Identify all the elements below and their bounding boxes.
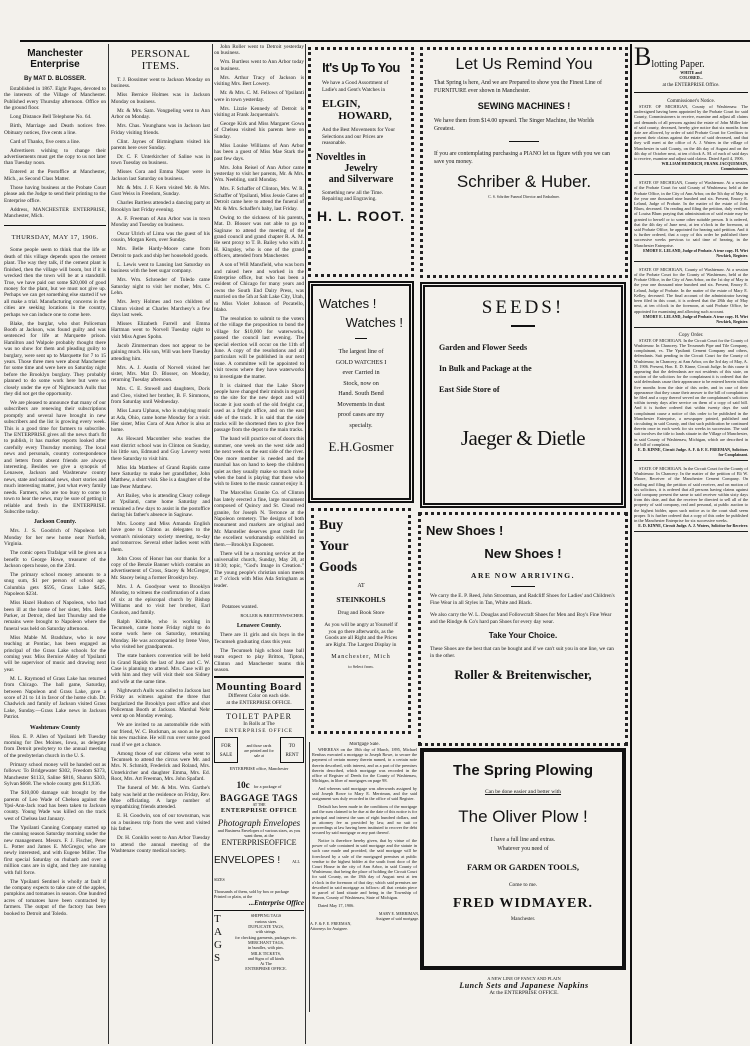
news-item: A son of Will Mansfield, who was born and raised here and worked in the Enterprise office, but who has been a resident of Chicago for many years and owns the South End Dairy Press, was married on the 5th at Salt Lake City, Utah, to Miss Violet Johnson of Pocatello, Idaho. [214, 262, 304, 313]
editor-line: By MAT D. BLOSSER. [24, 76, 86, 82]
personal-item: Mrs. Loomy and Miss Amanda English have gone to Clinton as delegates to the woman's missionary society meeting, to-day and tomorrow. Several other ladies went with them. [111, 521, 210, 553]
card-text: TO [288, 744, 296, 750]
tags-line: with strings. [255, 929, 277, 935]
notice-paragraph: Notice is therefore hereby given, that by virtue of the power of sale contained in said mortgage and the statute in such case made and provided, the said mortgage will be foreclosed by a sale of the mortgaged premises at public vendue to the highest bidder at the south front door of the Court House in the city of Ann Arbor, in said County of Washtenaw, that being the place of holding the Circuit Court for said County, on the 18th day of August next at ten o'clock in the forenoon of that day; which said premises are described in said mortgage as follows: all that certain piece or parcel of land situate and being in the Township of Sharon, County of Washtenaw, State of Michigan. [312, 838, 417, 901]
notice-body: STATE OF MICHIGAN. In the Circuit Court for the County of Washtenaw. In Chancery. In the matter of the petition of Eli W. Moore, Receiver of the Manchester Cement Company. On reading and filing the petition of said receiver, and on motion of his solicitors, it is ordered that all persons having claims against said company present the same to said receiver within sixty days from this date, and that the receiver be directed to sell all of the property of said company, real and personal, at public auction to the highest bidder, upon such notice as to the court shall seem proper. It is further ordered that a copy of this order be published in the Manchester Enterprise for six successive weeks. [634, 465, 748, 523]
cards-footer: ENTERPRISE office, Manchester [229, 766, 289, 772]
for-sale-card [214, 737, 238, 763]
ad-line: That Spring is here, And we are Prepared to show you the Finest Line of FURNITURE ever shown in Manchester. [434, 80, 602, 94]
ad-title: Let Us Remind You [455, 56, 593, 73]
card-text: SALE [219, 753, 233, 759]
ad-line: Can be done easier and better with [484, 789, 562, 795]
personal-item: T. J. Bossimer went to Jackson Monday on business. [111, 77, 210, 90]
ad-line: Drug and Book Store [337, 610, 385, 616]
signature-role: Assignee of said mortgage. [375, 915, 419, 921]
news-item: Wm. Burtless went to Ann Arbor today on business. [214, 59, 304, 72]
personal-item: Mrs. Belle Hardy-Moore came from Detroit to pack and ship her household goods. [111, 246, 210, 259]
tags-line: DUPLICATE TAGS, [248, 924, 284, 930]
ad-line: In Rolls at The [243, 721, 275, 728]
tags-line: in bundles, with pins. [248, 945, 284, 951]
ad-line: and Business Envelopes of various sizes, as you want them, at the [217, 828, 301, 839]
ad-line: These Shoes are the best that can be bought and if we can't suit you in one line, we can in the other. [430, 646, 614, 659]
ad-line: proof cases are my [337, 411, 385, 418]
personal-item: L. Lewis went to Lansing last Saturday on business with the beet sugar company. [111, 261, 210, 275]
roller-breitenwischer-ad [418, 512, 628, 746]
ad-line: Whatever you need of [497, 846, 549, 852]
text-list [111, 77, 210, 854]
attorney-role: Attorneys for Assignee. [310, 925, 348, 931]
ad-line: We carry the E. P. Reed, John Strootman, and Radcliff Shoes for Ladies' and Children's Fine Wear in all Styles in Tan, White and Black. [430, 593, 615, 606]
news-item: Mrs. J. S. Goodrich of Napoleon left Monday for her new home near Norfolk, Virginia. [4, 528, 106, 548]
cards-note: and those cards are printed and for sale at [244, 742, 274, 758]
ad-line: ever Carried in [342, 369, 380, 376]
text-list [4, 86, 106, 219]
text-list [228, 913, 304, 971]
ad-line: A NEW LINE OF FANCY AND PLAIN [487, 976, 561, 981]
personal-item: Mrs. Jerry Holmes and two children of Clinton visited at Charles Marchesy's a few days last week. [111, 299, 210, 318]
notice-signature: E. D. KINNE, Circuit Judge. A. F. & F. E. FREEMAN, Solicitors for Complainant. [637, 446, 748, 457]
ad-line: ...Enterprise Office [248, 899, 304, 908]
personal-item: Mrs. C. E. Stowell and daughters, Doris and Cleo, visited her brother, B. F. Simmons, from Saturday until Wednesday. [111, 386, 210, 406]
divider [511, 586, 535, 587]
news-item: There will be a morning service at the universalist church, Sunday, May 20, at 10:30; topic, "God's Image in Creation." The young people's christian union meets at 7 o'clock with Miss Ada Stringham as leader. [214, 550, 304, 589]
personal-item: Misses Cora and Emma Naper were in Jackson last Saturday on business. [111, 169, 210, 182]
personal-item: Nightwatch Aulls was called to Jackson last Friday as witness against the three that burglarized the Brooklyn post office and shot Policeman Booth at Jackson. Marshal Nehr went up on Monday evening. [111, 687, 210, 720]
ad-line: to Select from. [348, 664, 374, 669]
ad-title: It's Up To You [322, 60, 400, 75]
signature: MARY E. MERRIMAN, [378, 910, 419, 916]
ad-line: COLORED... [679, 75, 703, 80]
ad-line: AT [357, 583, 365, 589]
ad-title: TOILET PAPER [226, 712, 292, 722]
notice-paragraph: WHEREAS on the 18th day of March, 1895, Michael Renfuss executed a mortgage to Joseph Rowe, to secure the payment of certain money therein named, to a certain note therein described, with interest, and as a part of the premises therein described, which mortgage was recorded in the office of Register of Deeds for the County of Washtenaw, Michigan, in liber of mortgages on page 98. [312, 747, 417, 784]
envelopes-ad [214, 850, 304, 907]
text-list [214, 44, 304, 604]
ad-title: Photograph Envelopes [217, 818, 301, 829]
tags-letter: S [214, 952, 221, 965]
schriber-huber-ad [420, 47, 628, 278]
column-divider [212, 44, 213, 1044]
notice-body: STATE OF MICHIGAN. In the Circuit Court for the County of Washtenaw. In Chancery. The Tecumseh Pipe and Tile Company, complainant, vs. The Ypsilanti Cement Company and others, defendants. Suit pending in the Circuit Court for the County of Washtenaw, in Chancery, at Ann Arbor, on the 3rd day of May, A. D. 1906. Present, Hon. E. D. Kinne, Circuit Judge. In this cause it appearing that the defendants are not residents of this state, on motion of the solicitors for the complainant it is ordered that the said defendants cause their appearance to be entered herein within five months from the date of this order, and in case of their appearance that they cause their answer to the bill of complaint to be filed and a copy thereof served on the complainant's solicitors within twenty days after service on them of a copy of said bill. And it is further ordered that within twenty days the said complainant cause a notice of this order to be published in the Manchester Enterprise, a newspaper printed, published and circulating in said County, and that such publication be continued therein once in each week for six weeks in succession. The said suit involves the title to lands situate in the Village of Manchester, in said County of Washtenaw, Michigan, which are described in the bill of complaint. [634, 337, 748, 447]
news-item: M. L. Raymond of Grass Lake has returned from Chicago. The ball game, Saturday, between Napoleon and Grass Lake, gave a score of 21 to 14 in favor of the home club. Dr. Chadwick and family of Jackson visited Grass Lake, Sunday.—Grass Lake news in Jackson Patriot. [4, 675, 106, 721]
ad-line: at the ENTERPRISE OFFICE. [226, 699, 292, 706]
news-item: It is claimed that the Lake Shore people have changed their minds in regard to the site for the new depot and will locate it just south of the old freight car, used as a freight office, and on the east side of the track. It is said that the side tracks will be shortened then to give free passage from the depot to the main tracks. [214, 382, 304, 434]
personal-item: Mrs. J. A. Goodyear went to Brooklyn Monday, to witness the confirmation of a class of six at the episcopal church by Bishop Williams and to visit her brother, Earl Coulson, and family. [111, 583, 210, 616]
column-divider [305, 44, 306, 1044]
ad-line: At the ENTERPRISE OFFICE. [489, 990, 559, 996]
masthead-note: Established in 1867. Eight Pages, devoted to the interests of the Village of Manchester. Published every Thursday afternoon. Office on the ground floor. [4, 86, 106, 112]
tags-line: ENTERPRISE OFFICE. [245, 966, 287, 972]
personal-item: Dr. C. F. Unterkircher of Saline was in town Tuesday on business. [111, 154, 210, 167]
ad-line: WHITE and [680, 70, 702, 75]
tags-letter: A [214, 926, 222, 939]
issue-date: THURSDAY, MAY 17, 1906. [11, 234, 99, 242]
news-item: Miss Hazel Hudson of Napoleon, who had been ill at the home of her sister, Mrs. Belle Parker, at Detroit, died last Thursday and the remains were brought to Napoleon where the funeral was held on Saturday afternoon. [4, 600, 106, 632]
ad-title: lotting Paper. [651, 59, 705, 70]
ad-line: Garden and Flower Seeds [439, 343, 528, 352]
ad-line: at the ENTERPRISE Office. [662, 83, 720, 88]
ad-line: Printed or plain, at the [214, 894, 253, 900]
ad-subtitle: Take Your Choice. [488, 631, 558, 640]
notice-heading: Commissioner's Notice. [667, 99, 715, 104]
ad-line: And the Best Movements for Your Selections and our Prices are reasonable. [322, 127, 395, 146]
text-list [4, 528, 106, 720]
text-list [4, 734, 106, 917]
notice-paragraph: And whereas said mortgage was afterwards assigned by said Joseph Rowe to Mary E. Merriman, and the said assignment was duly recorded in the office of said Register. [312, 786, 417, 802]
section-heading-jackson: Jackson County. [33, 519, 77, 526]
masthead-note: Entered at the Postoffice at Manchester, Mich., as Second Class Matter. [4, 169, 106, 182]
personal-item: The funeral of Mr. & Mrs. Wm. Garthe's baby was held at the residence on Friday, Rev. Moe officiating. A large number of sympathizing friends attended. [111, 785, 210, 811]
attorney: A. F. & F. E. FREEMAN, [310, 920, 352, 926]
masthead-note: Card of Thanks, five cents a line. [10, 138, 81, 145]
personal-item: Mr. & Mrs. Sam. Vongpeling went to Ann Arbor on Monday. [111, 107, 210, 121]
advertiser-name: FRED WIDMAYER. [452, 896, 593, 911]
column-3 [214, 44, 304, 1046]
advertiser-name: Jaeger & Dietle [460, 426, 586, 450]
notice-body: STATE OF MICHIGAN, County of Washtenaw. At a session of the Probate Court for the County of Washtenaw, held at the Probate Office, in the City of Ann Arbor, on the 1st day of May in the year one thousand nine hundred and six. Present, Emory E. Leland, Judge of Probate. In the matter of the estate of Mary E. Kelley, deceased. The final account of the administrator having been filed in this court, it is ordered that the 28th day of May next, at ten o'clock in the forenoon, at said Probate Office, be appointed for examining and allowing such account. [634, 266, 748, 314]
advertiser-name: Schriber & Huber. [456, 172, 592, 191]
news-item: The primary school money amounts to a snug sum, $1 per person of school age. Columbia gets $595, Grass Lake $425, Napoleon $234. [4, 571, 106, 598]
news-item: The Marcellus Granite Co. of Clinton has lately erected a fine, large monument composed of Quincy and St. Cloud red granite, for Joseph N. Terronce at the Napoleon cemetery. The designs of both monument and markers are original and Mr. Marsteller deserves great credit for the excellent workmanship exhibited on them.—Brooklyn Exponent. [214, 490, 304, 548]
divider [355, 338, 367, 339]
notice-signature: E. D. KINNE, Circuit Judge. A. J. Waters, Solicitor for Receiver. [638, 523, 748, 529]
legal-notice [634, 464, 748, 532]
ad-line: Come to me. [508, 882, 538, 888]
ad-line: Jewelry [344, 162, 378, 174]
news-item: Mrs. Lizzie Kennedy of Detroit is visiting at Frank Jacquemain's. [214, 105, 304, 119]
tags-line: and Signs of all kinds [247, 955, 285, 961]
ad-title: ENVELOPES ! [214, 855, 281, 867]
notice-heading: Copy Order. [678, 332, 704, 338]
tags-line: At The [260, 961, 272, 967]
ad-title: Your [319, 539, 349, 554]
editorial-paragraph: Some people seem to think that the life or death of this village depends upon the cement plant. The way they talk, if the cement plant is finished, then the village will boom, but if it is wrecked then the town will be at a standstill. True, we have paid out some $20,000 of good money for the plant, but we must not give up. Perhaps we can get something else started if we all make a trial. Manufacturing concerns in the cities are seeking locations in the country, perhaps we can induce one to come here. [4, 247, 106, 318]
legal-notices [634, 97, 748, 532]
column-divider [630, 44, 632, 1044]
personal-item: Mrs. A. J. Austin of Norvell visited her sister, Mrs. Mat D. Blosser, on Monday, returning Tuesday afternoon. [111, 364, 210, 384]
news-item: George Kirk and Miss Margaret Gowa of Chelsea visited his parents here on Sunday. [214, 121, 304, 140]
notice-paragraph: Default has been made in the conditions of the mortgage and the sum claimed to be due at the date of this notice is for principal and interest the sum of eight hundred dollars, and an attorney fee as provided by law, and no suit or proceedings at law having been instituted to recover the debt secured by said mortgage or any part thereof. [312, 804, 417, 836]
masthead-rule [20, 40, 750, 42]
news-item: The Tecumseh high school base ball team expect to play Britton, Tipton, Clinton and Manchester teams this season. [214, 647, 304, 674]
card-text: RENT [285, 753, 299, 759]
masthead-note: Advertisers wishing to change their advertisements must get the copy to us not later than Tuesday noon. [4, 147, 106, 167]
ad-line: ENTERPRISEOFFICE [221, 838, 297, 848]
photo-envelopes-ad [214, 818, 304, 847]
text-list [4, 247, 106, 515]
notice-signature: EMORY E. LELAND, Judge of Probate. A true copy. H. Wirt Newkirk, Register. [643, 247, 748, 258]
advertiser-name: E.H.Gosmer [328, 439, 394, 454]
text-list [310, 747, 419, 908]
ad-line: Noveltles in [316, 151, 366, 163]
notice-signature: EMORY E. LELAND, Judge of Probate. A true copy. H. Wirt Newkirk, Register. [643, 313, 748, 324]
notice-body: STATE OF MICHIGAN, County of Washtenaw. At a session of the Probate Court for said County of Washtenaw, held at the Probate Office, in the City of Ann Arbor, on the 5th day of May in the year one thousand nine hundred and six. Present, Emory E. Leland, Judge of Probate. In the matter of the estate of John Blum, deceased. On reading and filing the petition, duly verified, of Louisa Blum praying that administration of said estate may be granted to herself or to some other suitable person. It is ordered, that the 4th day of June next, at ten o'clock in the forenoon, at said Probate Office, be appointed for hearing said petition. And it is further ordered, that a copy of this order be published three successive weeks previous to said time of hearing, in the Manchester Enterprise. [634, 180, 748, 248]
blotting-paper-ad [634, 44, 748, 70]
brand-elgin: ELGIN, [322, 98, 361, 110]
steinkohls-ad [311, 508, 411, 734]
ad-line: Manchester. [510, 917, 536, 922]
brand-howard: HOWARD, [338, 110, 392, 122]
masthead [4, 48, 106, 241]
ad-line: The largest line of [338, 348, 384, 355]
personal-item: Oscar Ulrich of Lima was the guest of his cousin, Morgan Kern, over Sunday. [111, 231, 210, 244]
ad-line: Different Color on each side. [228, 693, 290, 700]
ad-line: I have a full line and extras. [490, 837, 556, 843]
news-item: The Ypsilanti Sentinel is wholly at fault if the company expects to take care of the apples, pumpkins and tomatoes in season. One hundred acres of tomatoes have been contracted by farmers. The output of the factory has been booked to Detroit and Toledo. [4, 878, 106, 917]
advertiser-name: STEINKOHLS [336, 595, 386, 604]
news-item: The band will practice out of doors this summer, one week on the west side and the next week on the east side of the river. One more member is needed and the marshal has on hand to keep the children quiet as they usually make so much noise when the band is playing that those who wish to listen to the music cannot enjoy it. [214, 436, 304, 488]
news-item: Primary school money will be handed out as follows: To Bridgewater $302, Freedom $373, Manchester $1133, Saline $816, Sharon $303, Sylvan $668. The whole county gets $11,936. [4, 761, 106, 788]
ad-line: ENTERPRISE OFFICE [224, 727, 294, 734]
shipping-tags-ad [214, 910, 304, 971]
ad-title: New Shoes ! [484, 546, 562, 561]
ad-title: Watches ! [345, 315, 403, 330]
ad-line: Thousands of them, sold by box or package [214, 889, 289, 895]
tags-line: MERCHANT TAGS, [247, 939, 285, 945]
ad-title: BAGGAGE TAGS [220, 793, 298, 804]
ad-line: If you are contemplating purchasing a PIANO let us figure with you we can save you money. [434, 151, 610, 165]
personal-item: Clint. Jaynes of Birmingham visited his parents here over Sunday. [111, 138, 210, 152]
ad-line: We also carry the W. L. Douglas and Followcraft Shoes for Men and Boy's Fine Wear and the Rindge & Co's hard pan Shoes for every day wear. [430, 612, 612, 625]
personal-item: A. F. Freeman of Ann Arbor was in town Monday and Tuesday on business. [111, 215, 210, 229]
ad-line: and Silverware [328, 173, 394, 185]
news-item: Mrs. John Reisel of Ann Arbor came yesterday to visit her parents, Mr. & Mrs. Wm. Neebling, until Monday. [214, 164, 304, 184]
ad-title: Lunch Sets and Japanese Napkins [459, 981, 589, 990]
tags-line: SHIPPING TAGS [250, 913, 282, 919]
tags-letter: G [214, 939, 222, 952]
personal-item: Mr. & Mrs. J. F. Kern visited Mr. & Mrs. Gust Weiss in Freedom, Sunday. [111, 184, 210, 198]
ad-title: The Spring Plowing [453, 762, 593, 779]
ad-footer: C. S. Schriber Funeral Director and Embalmer. [488, 195, 560, 199]
divider [634, 92, 748, 93]
ad-title: SEEDS! [481, 297, 565, 318]
section-heading-washtenaw: Washtenaw County [29, 724, 81, 731]
advertiser-name: H. L. ROOT. [317, 207, 405, 224]
column-divider [108, 44, 109, 1044]
ad-line: ALL SIZES [214, 859, 300, 883]
column-2 [111, 44, 210, 1046]
drop-letter: B [634, 44, 652, 71]
newspaper-title: Manchester Enterprise [27, 48, 83, 70]
personal-item: Among those of our citizens who went to Tecumseh to attend the circus were Mr. and Mrs. N. Schmidt, Frederick and Roland, Mrs. Unterkircher and daughter Emma, Mrs. Ed. Root, Mrs. Art Freeman, Mrs. John Spafard. [111, 750, 210, 783]
news-item: The Ypsilanti Canning Company started up the canning season Saturday morning under the new management. Messrs. F. J. Fischer, Peter L. Potter and James E. McGregor, who are newly interested, and with Eugene Miller. The first special Saturday on rhubarb and over a million cans are in sight, and they are running with full force. [4, 824, 106, 876]
ad-line: ENTERPRISE OFFICE [220, 807, 298, 815]
personal-item: Ralph Kimble, who is working in Tecumseh, came home Friday night to do some work here on Saturday, returning Monday. He was accompanied by Irene Vose, who visited her grandparents. [111, 618, 210, 651]
news-item: The $10,000 damage suit brought by the parents of Leo Wade of Chelsea against the Ypsi-Ann-Jack road has been taken to Jackson county. Young Wade was killed on the track west of Chelsea last January. [4, 790, 106, 822]
personal-item: Miss Ida Matthew of Grand Rapids came here Saturday to make her grandfather, John Matthew, a short visit. She is a daughter of the late Peter Matthew. [111, 464, 210, 490]
to-rent-card [280, 737, 304, 763]
personal-item: As Howard Macomber who teaches the east district school was in Clinton on Sunday, his little son, Edmund and Guy Lowery went there Saturday to visit him. [111, 436, 210, 462]
fred-widmayer-ad [420, 748, 626, 970]
column-6-legal-notices [634, 44, 748, 1044]
personal-item: Art Bailey, who is attending Cleary college at Ypsilanti, came home Saturday and remained a few days to assist in the postoffice during his father's absence in Saginaw. [111, 492, 210, 519]
ad-subtitle: ARE NOW ARRIVING. [471, 571, 575, 580]
news-item: John Roller went to Detroit yesterday on business. [214, 44, 304, 57]
news-item: Miss Mable M. Bradshaw, who is now teaching at Pontiac, has been engaged as principal of the Grass Lake schools for the coming year. Miss Bernice Aldey of Ypsilanti will be supervisor of music and drawing next year. [4, 634, 106, 673]
ad-line: East Side Store of [439, 385, 500, 394]
personal-item: The state bankers convention will be held in Grand Rapids the last of June and C. W. Case is planning to attend. Mrs. Case will go with him and they will visit their son Sidney and wife at the same time. [111, 653, 210, 685]
potatoes-notice: Potatoes wanted. [222, 604, 258, 610]
ad-line: Movements in dust [337, 400, 385, 408]
jaeger-dietle-ad [420, 282, 626, 508]
news-item: There are 11 girls and six boys in the Tecumseh graduating class this year. [214, 632, 304, 645]
masthead-note: Address, MANCHESTER ENTERPRISE, Manchester, Mich. [4, 206, 106, 220]
notice-body: STATE OF MICHIGAN, County of Washtenaw. The undersigned having been appointed by the Probate Court for said County, Commissioners to receive, examine and adjust all claims and demands of all persons against the estate of John Miller late of said county, deceased, hereby give notice that six months from date are allowed, by order of said Probate Court for Creditors to present their claims against the estate of said deceased, and that they will meet at the office of A. J. Waters in the village of Manchester in said County, on the 4th day of August and on the 4th day of October next, at ten o'clock A. M. of each of said days to receive, examine and adjust said claims. Dated April 4, 1906. [634, 104, 748, 162]
text-list [319, 347, 403, 431]
toilet-paper-ad [214, 709, 304, 734]
notice-heading: Mortgage Sale. [349, 742, 380, 747]
personal-item: Jacob Zimmerman does not appear to be gaining much. His son, Will was here Tuesday attending him. [111, 342, 210, 362]
ad-line: As you will be angry at Yourself if you go there afterwards, as the Goods are all Right and the Prices are Right. The Largest Display in [324, 622, 398, 648]
news-item: Hon. E. P. Allen of Ypsilanti left Tuesday morning for Des Moines, Iowa, as delegate from Detroit presbytery to the annual meeting of the presbyterian church in the U. S. [4, 733, 106, 759]
personal-items-heading: PERSONAL ITEMS. [130, 48, 191, 72]
news-item: Mrs. Arthur Tracy of Jackson is visiting Mrs. Bert Lowery. [214, 74, 304, 88]
column-1 [4, 44, 106, 1046]
news-item: Mr. & Mrs. C. M. Fellows of Ypsilanti were in town yesterday. [214, 90, 304, 103]
divider [509, 141, 539, 142]
ad-line: We have them from $14.00 upward. The Singer Machine, the Worlds Greatest. [434, 118, 594, 132]
ad-line: AT THE [252, 803, 266, 808]
news-item: Owing to the sickness of his parents, Mat. D. Blosser was not able to go to Saginaw to attend the meeting of the grand council and grand chapter R. A. M. He sent proxy to T. B. Bailey who with J. H. Kingsley, who is one of the grand officers, attended from Manchester. [214, 214, 304, 260]
tags-line: MILK TICKETS, [251, 950, 281, 956]
personal-item: E. H. Goodwin, son of our townsman, was on a business trip from the west and visited his father. [111, 813, 210, 833]
napkins-ad [420, 976, 628, 1010]
ad-line: for a package of [253, 784, 282, 790]
ad-title: Watches ! [319, 296, 377, 311]
personal-item: Dr. H. Conklin went to Ann Arbor Tuesday to attend the annual meeting of the Washtenaw county medical society. [111, 835, 210, 855]
personal-item: John Cross of Honor has our thanks for a copy of the Benzie Banner which contains an advertisement of Cross, Stacey & McGregor, Mr. Stacey being a former Brooklyn boy. [111, 555, 210, 581]
notice-paragraph: Dated May 17, 1906. [318, 903, 355, 909]
tags-line: for checking garments, packages etc. [235, 934, 297, 940]
ad-line: In Bulk and Package at the [439, 364, 532, 373]
h-l-root-ad [308, 47, 414, 277]
section-heading-lenawee: Lenawee County. [236, 623, 282, 630]
news-item: Mrs. F. Schaffer of Clinton, Mrs. W. R. Schaffer of Ypsilanti, Miss Jessie Gates of Detroit came here to attend the funeral of Mr. & Mrs. Schaffer's baby, last Friday. [214, 186, 304, 212]
personal-item: Misses Elizabeth Farrell and Emma Hartman went to Norvell Tuesday night to visit Miss Agnes Spohn. [111, 320, 210, 340]
legal-notice [634, 331, 748, 461]
mounting-board-ad [214, 676, 304, 706]
ad-line: FARM OR GARDEN TOOLS, [467, 862, 579, 872]
mortgage-sale-notice [309, 742, 419, 1012]
potatoes-signature: ROLLER & BREITENWISCHER. [240, 613, 304, 618]
text-list [214, 632, 304, 673]
ad-line: Stock, now on [343, 379, 379, 387]
sale-rent-cards [214, 737, 304, 763]
ad-line: Something new all the Time. Repairing and Engraving. [322, 189, 384, 202]
masthead-note: Birth, Marriage and Death notices free. Obituary notices, five cents a line. [4, 123, 106, 136]
editorial-paragraph: Blake, the burglar, who shot Policeman Booth at Jackson, was found guilty and was sentenced for life at Marquette prison. Hamilton and Walpole probably thought there was no show for them and pleading guilty to burglary, were sent up to Marquette for 7 to 15 years. Those three men were about Manchester for some time and were here on Saturday night before the Brooklyn burglary. They probably planned to do some work here but were so closely under the eye of Nightwatch Aulls that they did not get the opportunity. [4, 320, 106, 397]
legal-notice [634, 265, 748, 328]
ad-line: GOLD WATCHES I [335, 358, 387, 366]
advertiser-name: Roller & Breitenwischer, [454, 667, 592, 682]
personal-item: We are invited to an automobile ride with our friend, W. C. Buckman, as soon as he gets his new machine. He will run over some good road if we get a chance. [111, 722, 210, 748]
ad-line: Manchester, Mich [331, 654, 391, 660]
legal-notice [634, 97, 748, 175]
divider [511, 325, 535, 327]
ad-title: New Shoes ! [426, 523, 504, 538]
news-item: The resolution to submit to the voters of the village the proposition to bond the village for $10,000 for waterworks, passed the council last evening. The special election will occur on the 11th of June. A copy of the resolutions and all particulars will be published in our next issue. A committee will be appointed to visit towns where they have waterworks to investigate the matter. [214, 315, 304, 380]
card-text: FOR [221, 744, 231, 750]
tags-line: various sizes. [254, 918, 278, 924]
editorial-paragraph: We are pleased to announce that many of our subscribers are renewing their subscriptions promptly and several have brought in new subscribers and the list is growing every week. This is a good time for farmers to subscribe. The ENTERPRISE gives all the news that's fit to publish, it has market reports looked after carefully every Thursday morning. The local news and personals, country correspondence and letters from absent friends are always interesting. Besides we give a synopsis of Lenawee, Jackson and Washtenaw county news, state and national news, short stories and much interesting matter, just what every family needs. Farmers, who are too busy to come to town to hear the news, may be sure of getting it reliable and fresh in the ENTERPRISE. Subscribe today. [4, 400, 106, 515]
tags-letter: T [214, 913, 221, 926]
e-h-gosmer-ad [308, 281, 414, 503]
ad-title: Buy [319, 518, 344, 533]
ad-line: Hand. South Bend [338, 390, 384, 397]
text-list [214, 913, 228, 971]
ad-line: We have a Good Assortment of Ladie's and Gent's Watches in [322, 80, 389, 93]
personal-item: Mrs. Chas. Younghans was in Jackson last Friday visiting friends. [111, 123, 210, 136]
masthead-note: Those having business at the Probate Court please ask the Judge to send their printing to the Enterprise office. [4, 184, 106, 204]
ad-title: The Oliver Plow ! [458, 807, 588, 826]
personal-item: Charles Bartless attended a dancing party at Brooklyn last Friday evening. [111, 200, 210, 213]
personal-item: Miss Laura Uphaus, who is studying music at Ada, Ohio, came home Monday for a visit. Her sister, Miss Cora of Ann Arbor is also at home. [111, 408, 210, 434]
ad-subtitle: SEWING MACHINES ! [477, 101, 571, 111]
divider [4, 225, 106, 226]
masthead-note: Long Distance Bell Telephone No. 64. [10, 114, 92, 121]
legal-notice [634, 178, 748, 262]
personal-item: Miss Bernice Holmes was in Jackson Monday on business. [111, 92, 210, 105]
notice-signature: WILLIAM HEINRICH, FRANK JACQUEMAIN, Commissioners. [661, 161, 748, 172]
news-item: The comic opera Trafalgar will be given as a benefit to George Howe, treasurer of the Jackson opera house, on the 23rd. [4, 550, 106, 569]
news-item: Miss Louise Williams of Ann Arbor has been a guest of Miss Mae Stark the past few days. [214, 142, 304, 162]
baggage-tags-ad [214, 775, 304, 814]
ad-title: Goods [319, 560, 358, 575]
ad-line: specialty. [349, 421, 373, 429]
ad-title: Mounting Board [216, 681, 302, 694]
personal-item: Mrs. Wm. Schroeder of Toledo came Saturday night to visit her mother, Mrs. C. Lehn. [111, 277, 210, 297]
price: 10c [236, 780, 250, 791]
